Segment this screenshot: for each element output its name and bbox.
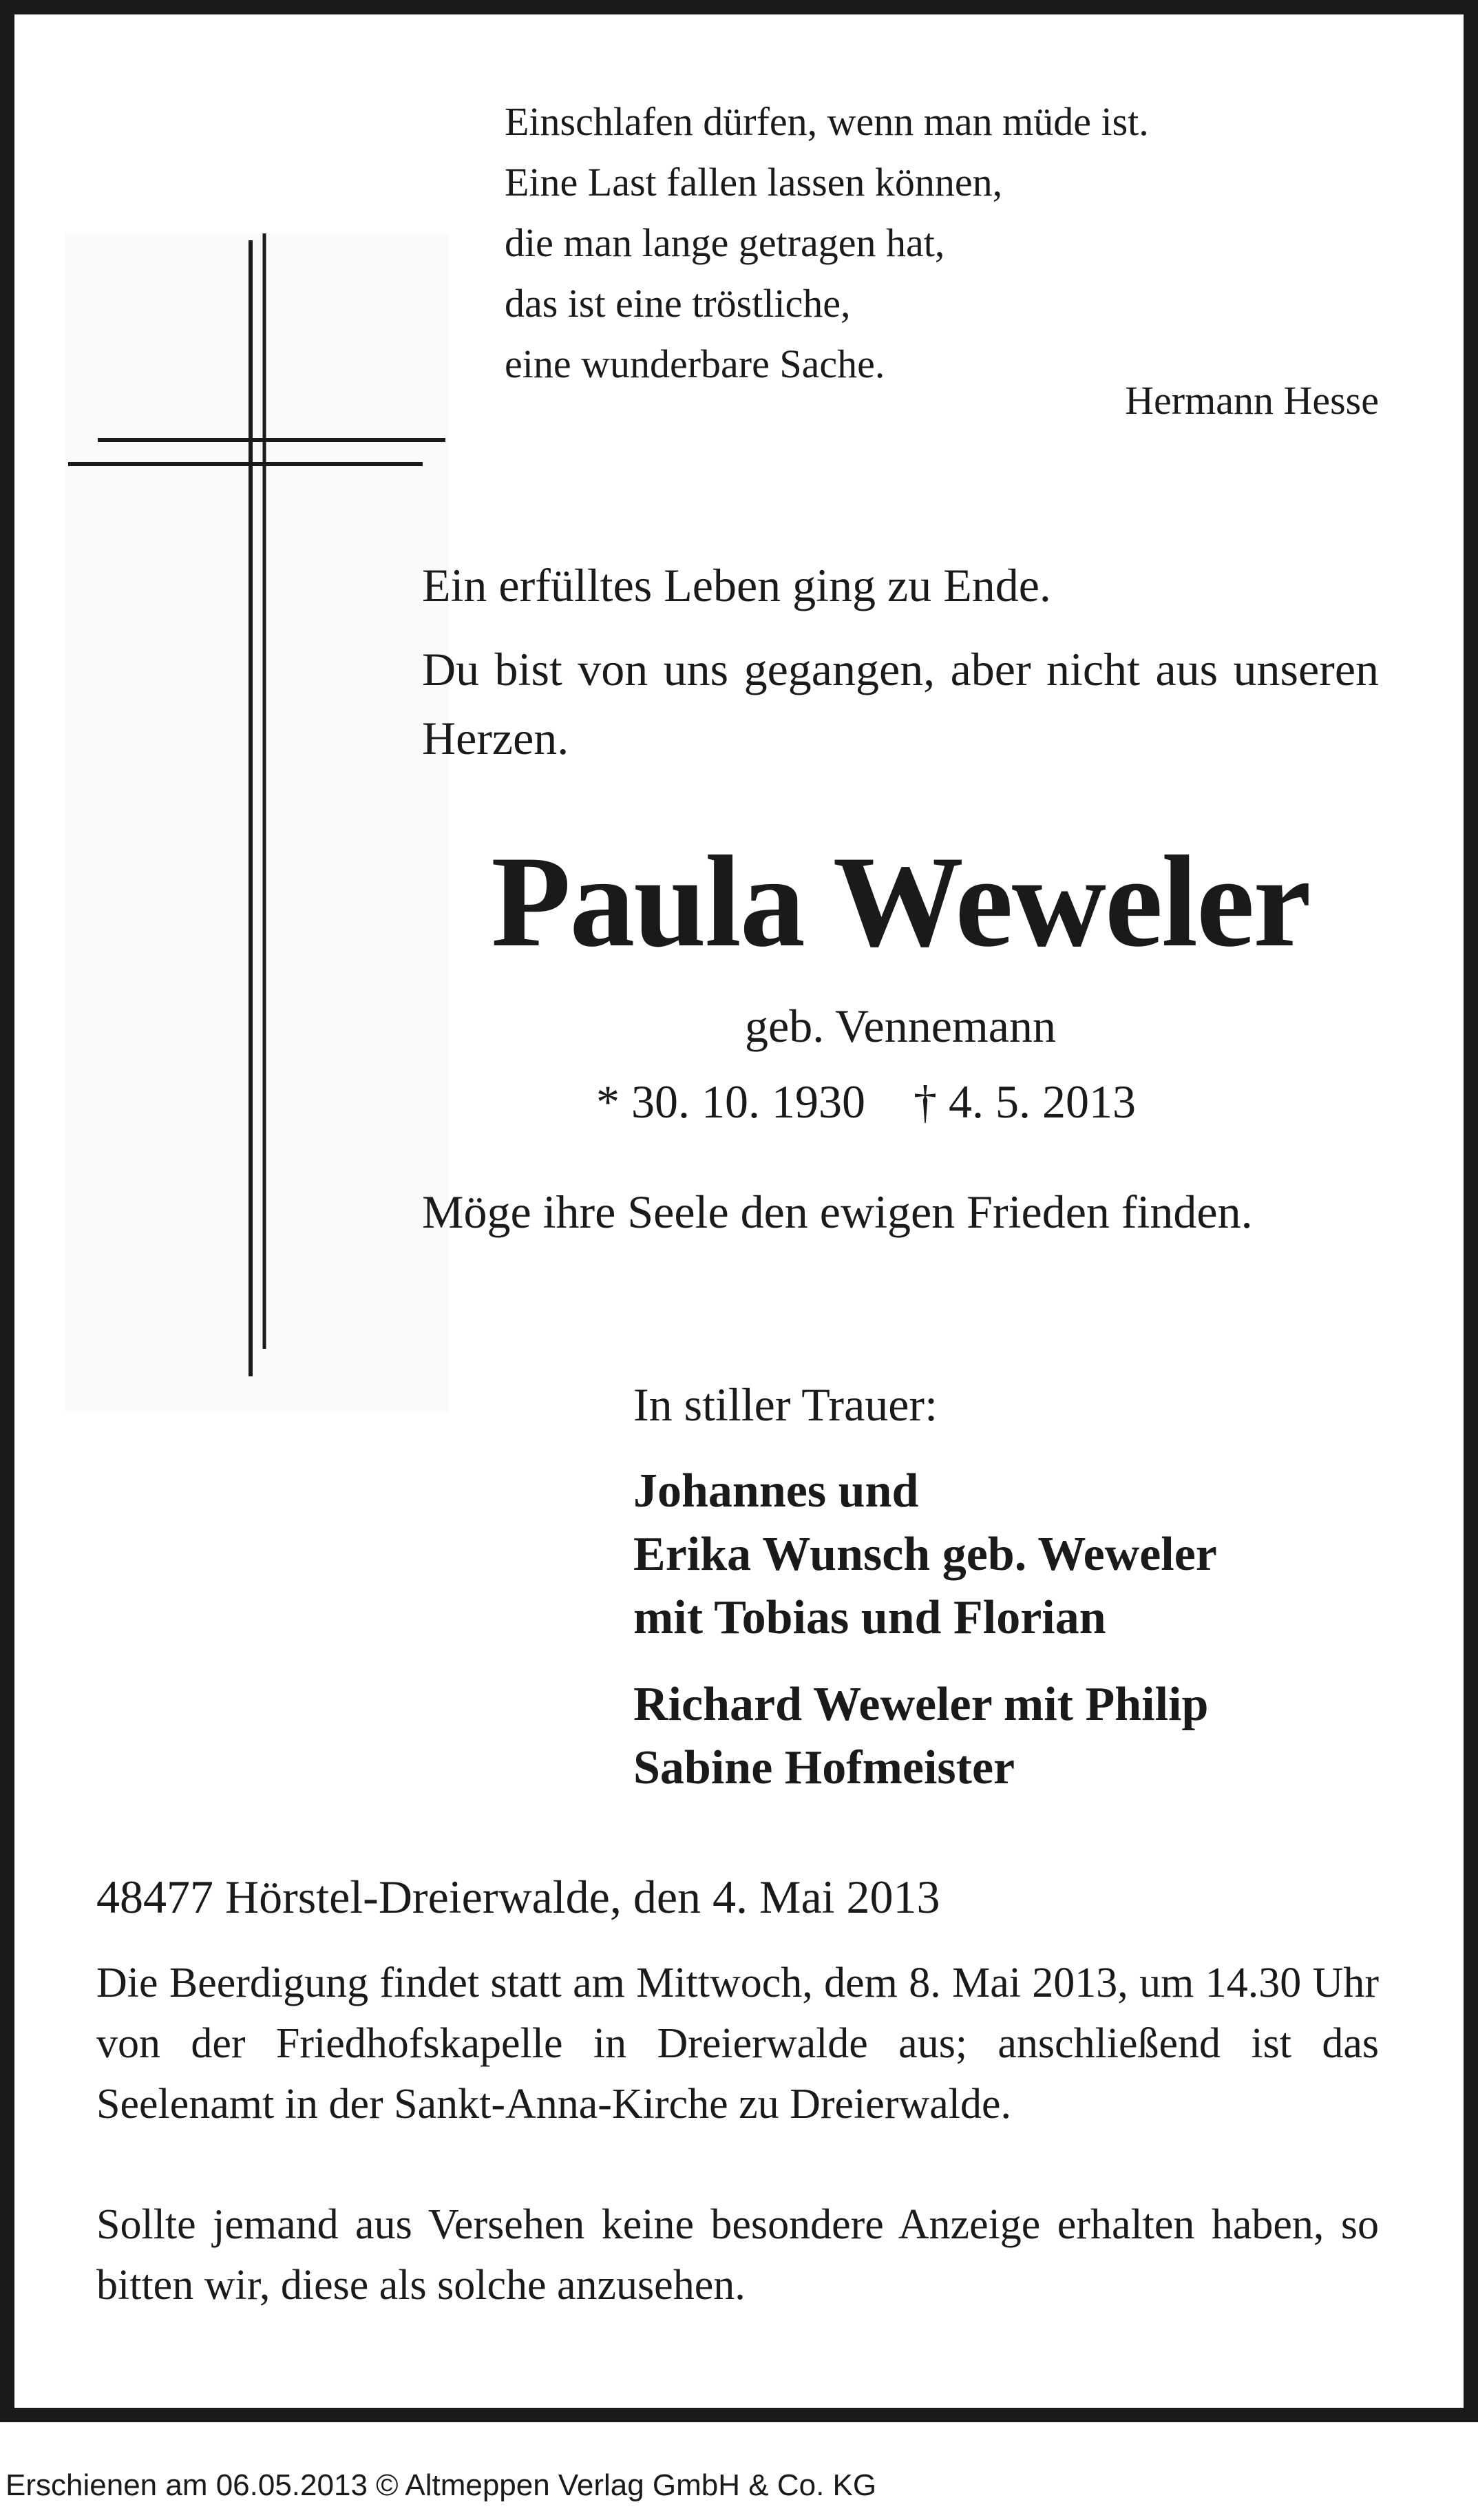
wish-text: Möge ihre Seele den ewigen Frieden finden. (422, 1186, 1253, 1238)
poem-line: eine wunderbare Sache. (505, 342, 885, 386)
mourners-group-1 (633, 1460, 1217, 1650)
mourner-line: mit Tobias und Florian (633, 1591, 1106, 1644)
mourning-label: In stiller Trauer: (633, 1378, 938, 1431)
poem-line: Eine Last fallen lassen können, (505, 160, 1003, 204)
mourner-line: Johannes und (633, 1464, 919, 1518)
poem-line: das ist eine tröstliche, (505, 281, 851, 326)
place-date: 48477 Hörstel-Dreierwalde, den 4. Mai 2013 (96, 1871, 940, 1923)
cross-icon (65, 233, 449, 1412)
maiden-name: geb. Vennemann (745, 1000, 1056, 1052)
funeral-info: Die Beerdigung findet statt am Mittwoch, dem 8. Mai 2013, um 14.30 Uhr von der Friedhofskapelle in Dreierwalde aus; anschließend ist das Seelenamt in der Sankt-Anna-Kirche zu Dreierwalde. (96, 1960, 1379, 2128)
mourners-group-2 (633, 1673, 1208, 1800)
poem-author: Hermann Hesse (1125, 378, 1379, 423)
cross-panel (65, 233, 449, 1412)
notice-text: Sollte jemand aus Versehen keine besondere Anzeige erhalten haben, so bitten wir, diese als solche anzusehen. (96, 2201, 1379, 2309)
intro-line-1: Ein erfülltes Leben ging zu Ende. (422, 559, 1051, 611)
life-dates (596, 1067, 1136, 1136)
mourner-line: Richard Weweler mit Philip (633, 1678, 1209, 1731)
intro-line-2: Du bist von uns gegangen, aber nicht aus unseren Herzen. (422, 643, 1379, 764)
publication-credit: Erschienen am 06.05.2013 © Altmeppen Verlag GmbH & Co. KG (6, 2468, 877, 2502)
poem-line: Einschlafen dürfen, wenn man müde ist. (505, 99, 1149, 144)
mourner-line: Sabine Hofmeister (633, 1741, 1015, 1794)
poem (505, 92, 1149, 395)
death-date: † 4. 5. 2013 (914, 1075, 1136, 1128)
mourner-line: Erika Wunsch geb. Weweler (633, 1528, 1217, 1581)
birth-date: * 30. 10. 1930 (596, 1075, 865, 1128)
deceased-name: Paula Weweler (491, 830, 1310, 974)
poem-line: die man lange getragen hat, (505, 220, 945, 265)
